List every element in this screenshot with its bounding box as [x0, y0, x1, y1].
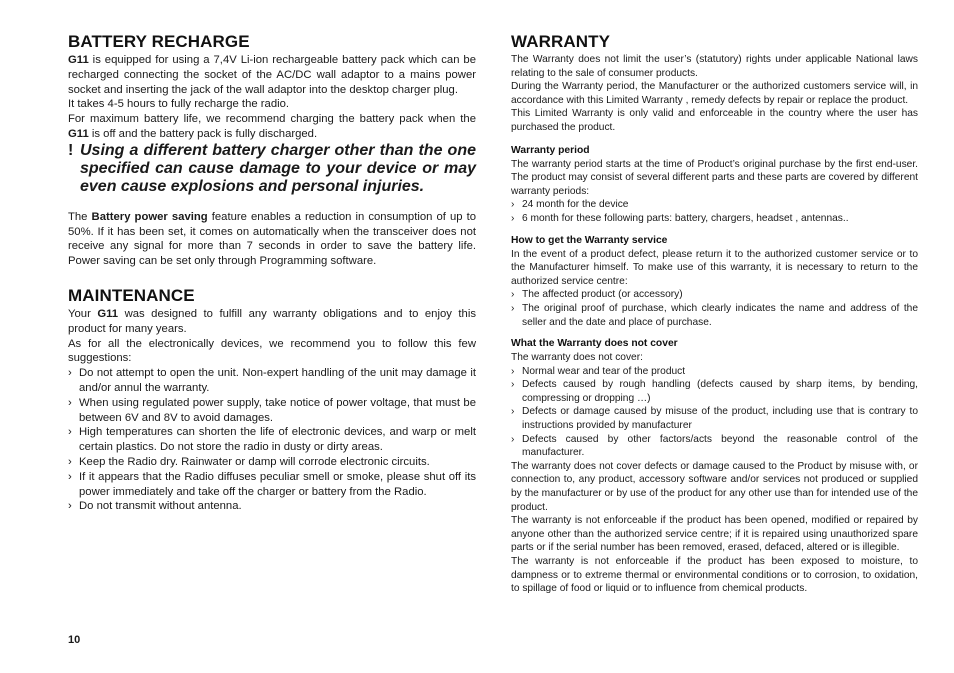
warranty-service-heading: How to get the Warranty service [511, 234, 668, 246]
warranty-heading: WARRANTY [511, 32, 611, 51]
warranty-period-list [511, 198, 918, 225]
warranty-not-cover-heading: What the Warranty does not cover [511, 338, 678, 350]
list-item: › Defects caused by other factors/acts beyond the reasonable control of the manufacturer. [511, 433, 918, 460]
warranty-intro-2: During the Warranty period, the Manufacturer or the authorized customers service will, in accordance with this Limited Warranty , remedy defects by repair or replace the product. [511, 81, 918, 106]
battery-power-saving-paragraph: The Battery power saving feature enables a reduction in consumption of up to 50%. If it has been set, it comes on automatically when the transceiver does not receive any signal for more than 7 seconds in order to save the battery life. Power saving can be set only through Programming software. [68, 210, 477, 268]
warranty-service-text: In the event of a product defect, please return it to the authorized customer service or to the Manufacturer himself. To make use of this warranty, it is necessary to return to the authorized service centre: [511, 248, 918, 287]
model-name: G11 [97, 307, 119, 320]
battery-recharge-heading: BATTERY RECHARGE [68, 32, 250, 51]
warranty-intro-1: The Warranty does not limit the user’s (statutory) rights under applicable National laws relating to the sale of consumer products. [511, 54, 918, 79]
warranty-not-cover-list [511, 365, 918, 460]
list-item: › The affected product (or accessory) [511, 288, 918, 302]
battery-paragraph-1: G11 is equipped for using a 7,4V Li-ion rechargeable battery pack which can be recharged connecting the socket of the AC/DC wall adaptor to a mains power socket and inserting the jack of the wall adaptor into the desktop charger plug. [68, 54, 476, 96]
warranty-closing-3: The warranty is not enforceable if the product has been exposed to moisture, to dampness or to extreme thermal or environmental conditions or to corrosion, to oxidation, to spillage of food or liquid or to influence from chemical products. [511, 556, 918, 595]
list-item: › When using regulated power supply, take notice of power voltage, that must be between 6V and 8V to avoid damages. [68, 396, 476, 426]
list-item: › Defects or damage caused by misuse of the product, including use that is contrary to instructions provided by manufacturer [511, 405, 918, 432]
battery-paragraph-3: For maximum battery life, we recommend charging the battery pack when the G11 is off and the battery pack is fully discharged. [68, 113, 476, 140]
list-item: › Do not attempt to open the unit. Non-expert handling of the unit may damage it and/or annul the warranty. [68, 366, 476, 396]
list-item: › 24 month for the device [511, 198, 918, 212]
list-item: › Defects caused by rough handling (defects caused by sharp items, by bending, compressing or dropping …) [511, 378, 918, 405]
battery-paragraph-2: It takes 4-5 hours to fully recharge the radio. [68, 98, 290, 111]
maintenance-paragraph-2: As for all the electronically devices, we recommend you to follow this few suggestions: [68, 337, 476, 365]
warning-mark: ! [68, 141, 74, 159]
battery-power-saving-term: Battery power saving [91, 210, 208, 223]
right-column [511, 31, 918, 596]
list-item: › Keep the Radio dry. Rainwater or damp will corrode electronic circuits. [68, 455, 476, 470]
left-column [68, 31, 476, 514]
list-item: › Do not transmit without antenna. [68, 499, 476, 514]
model-name: G11 [68, 54, 89, 66]
warranty-intro-3: This Limited Warranty is only valid and enforceable in the country where the user has purchased the product. [511, 108, 918, 133]
warranty-closing-1: The warranty does not cover defects or damage caused to the Product by misuse with, or connection to, any product, accessory software and/or services not produced or supplied by the manufacturer or by use of the product for any other use than for intended use of the product. [511, 460, 918, 513]
list-item: › High temperatures can shorten the life of electronic devices, and warp or melt certain plastics. Do not store the radio in dusty or dirty areas. [68, 425, 476, 455]
warranty-not-cover-text: The warranty does not cover: [511, 352, 643, 364]
page-number: 10 [68, 634, 81, 646]
list-item: › 6 month for these following parts: battery, chargers, headset , antennas.. [511, 212, 918, 226]
maintenance-heading: MAINTENANCE [68, 285, 195, 305]
maintenance-paragraph-1: Your G11 was designed to fulfill any warranty obligations and to enjoy this product for many years. [68, 307, 476, 335]
list-item: › The original proof of purchase, which clearly indicates the name and address of the seller and the date and place of purchase. [511, 302, 918, 329]
model-name: G11 [68, 127, 89, 140]
list-item: › Normal wear and tear of the product [511, 365, 918, 379]
warranty-period-heading: Warranty period [511, 144, 590, 156]
warranty-closing-2: The warranty is not enforceable if the product has been opened, modified or repaired by anyone other than the authorized service centre; if it is repaired using unauthorized spare parts or if the serial number has been removed, erased, defaced, altered or is illegible. [511, 515, 918, 554]
charger-warning: ! Using a different battery charger other than the one specified can cause damage to your device or may even cause explosions and personal injuries. [68, 141, 476, 195]
warranty-service-list [511, 288, 918, 329]
maintenance-list [68, 366, 476, 514]
warranty-period-text: The warranty period starts at the time of Product’s original purchase by the first end-user. The product may consist of several different parts and these parts are covered by different warranty periods: [511, 158, 918, 197]
list-item: › If it appears that the Radio diffuses peculiar smell or smoke, please shut off its power immediately and take off the charger or battery from the Radio. [68, 470, 476, 500]
